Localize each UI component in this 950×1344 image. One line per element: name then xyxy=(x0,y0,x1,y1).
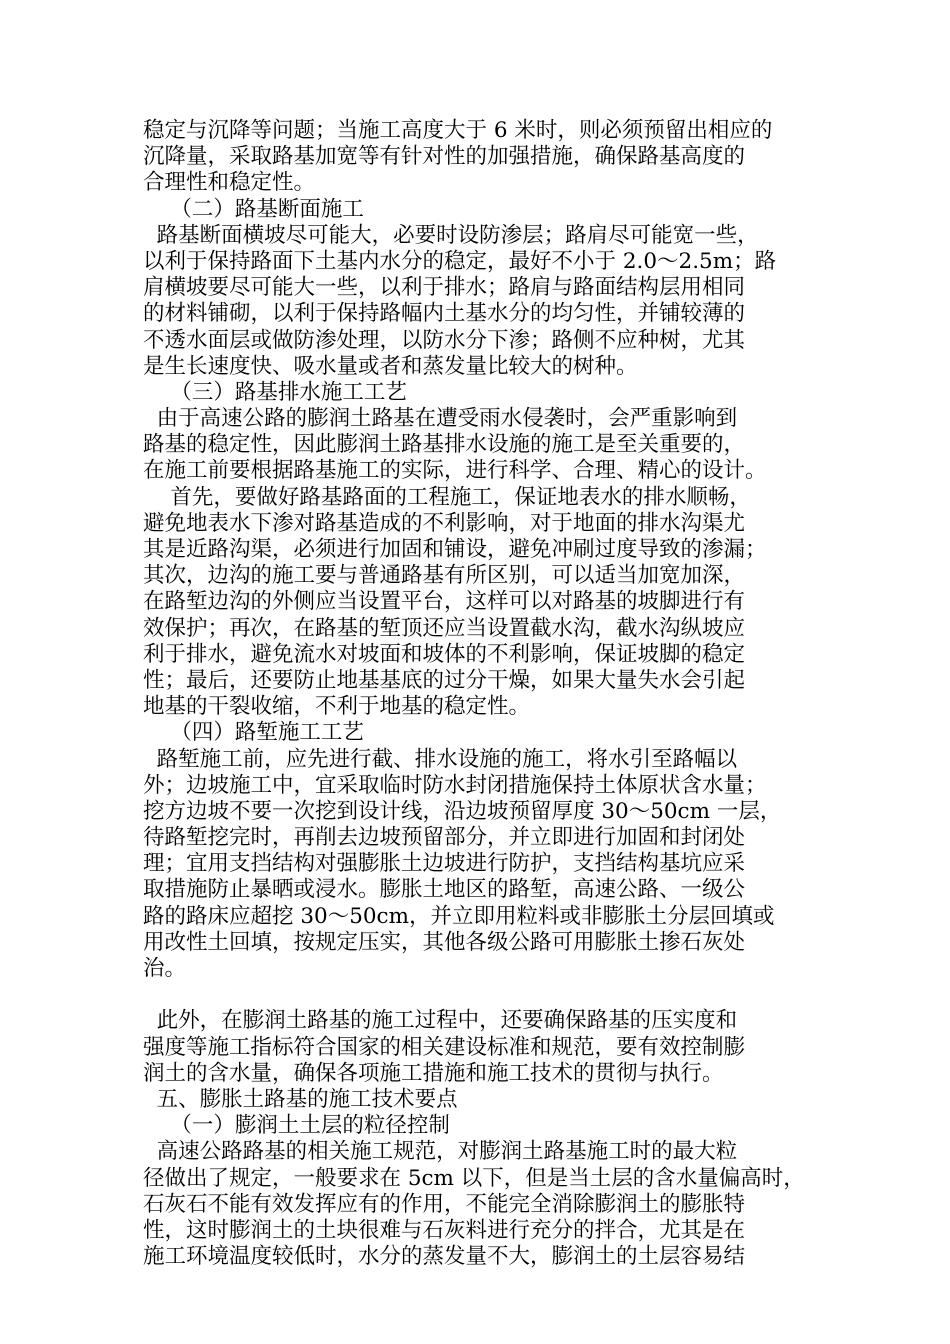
text-line: 避免地表水下渗对路基造成的不利影响，对于地面的排水沟渠尤 xyxy=(143,510,746,536)
text-line: 沉降量，采取路基加宽等有针对性的加强措施，确保路基高度的 xyxy=(143,144,746,170)
text-line: 取措施防止暴晒或浸水。膨胀土地区的路堑，高速公路、一级公 xyxy=(143,877,746,903)
text-line: 在施工前要根据路基施工的实际，进行科学、合理、精心的设计。 xyxy=(143,458,767,484)
text-line: 在路堑边沟的外侧应当设置平台，这样可以对路基的坡脚进行有 xyxy=(143,589,746,615)
text-line: 路的路床应超挖 30～50cm，并立即用粒料或非膨胀土分层回填或 xyxy=(143,903,775,929)
text-line: 效保护；再次，在路基的堑顶还应当设置截水沟，截水沟纵坡应 xyxy=(143,615,746,641)
text-line: 是生长速度快、吸水量或者和蒸发量比较大的树种。 xyxy=(143,353,638,379)
text-line: 强度等施工指标符合国家的相关建设标准和规范，要有效控制膨 xyxy=(143,1034,746,1060)
document-body xyxy=(143,118,807,1270)
text-line: 五、膨胀土路基的施工技术要点 xyxy=(143,1086,458,1112)
text-line: （二）路基断面施工 xyxy=(143,196,364,222)
text-line: 路基断面横坡尽可能大，必要时设防渗层；路肩尽可能宽一些， xyxy=(143,222,759,248)
text-line: 地基的干裂收缩，不利于地基的稳定性。 xyxy=(143,694,531,720)
text-line: （三）路基排水施工工艺 xyxy=(143,379,407,405)
text-line: 由于高速公路的膨润土路基在遭受雨水侵袭时，会严重影响到 xyxy=(143,406,738,432)
text-line: （四）路堑施工工艺 xyxy=(143,720,364,746)
text-line: 肩横坡要尽可能大一些，以利于排水；路肩与路面结构层用相同 xyxy=(143,275,746,301)
text-line: 利于排水，避免流水对坡面和坡体的不利影响，保证坡脚的稳定 xyxy=(143,641,746,667)
text-line: 治。 xyxy=(143,956,187,981)
text-line: 其次，边沟的施工要与普通路基有所区别，可以适当加宽加深， xyxy=(143,563,746,589)
text-line: 径做出了规定，一般要求在 5cm 以下，但是当土层的含水量偏高时， xyxy=(143,1165,805,1191)
text-line: 性；最后，还要防止地基基底的过分干燥，如果大量失水会引起 xyxy=(143,667,746,693)
text-line: 外；边坡施工中，宜采取临时防水封闭措施保持土体原状含水量； xyxy=(143,772,767,798)
text-line: 路堑施工前，应先进行截、排水设施的施工，将水引至路幅以 xyxy=(143,746,738,772)
text-line: 以利于保持路面下土基内水分的稳定，最好不小于 2.0～2.5m；路 xyxy=(143,248,777,274)
text-line: 合理性和稳定性。 xyxy=(143,170,316,196)
text-line: 润土的含水量，确保各项施工措施和施工技术的贯彻与执行。 xyxy=(143,1060,724,1086)
text-line: 施工环境温度较低时，水分的蒸发量不大，膨润土的土层容易结 xyxy=(143,1244,746,1270)
text-line: 待路堑挖完时，再削去边坡预留部分，并立即进行加固和封闭处 xyxy=(143,825,746,851)
text-line: 的材料铺砌，以利于保持路幅内土基水分的均匀性，并铺较薄的 xyxy=(143,301,746,327)
text-line: 路基的稳定性，因此膨润土路基排水设施的施工是至关重要的， xyxy=(143,432,746,458)
text-line: 首先，要做好路基路面的工程施工，保证地表水的排水顺畅， xyxy=(143,484,751,510)
text-line: （一）膨润土土层的粒径控制 xyxy=(143,1113,450,1139)
text-line: 挖方边坡不要一次挖到设计线，沿边坡预留厚度 30～50cm 一层， xyxy=(143,798,782,824)
text-line: 理；宜用支挡结构对强膨胀土边坡进行防护，支挡结构基坑应采 xyxy=(143,851,746,877)
text-line xyxy=(143,982,807,1008)
text-line: 性，这时膨润土的土块很难与石灰料进行充分的拌合，尤其是在 xyxy=(143,1217,746,1243)
text-line: 用改性土回填，按规定压实，其他各级公路可用膨胀土掺石灰处 xyxy=(143,929,746,955)
text-line: 此外，在膨润土路基的施工过程中，还要确保路基的压实度和 xyxy=(143,1008,738,1034)
text-line: 其是近路沟渠，必须进行加固和铺设，避免冲刷过度导致的渗漏； xyxy=(143,537,767,562)
text-line: 石灰石不能有效发挥应有的作用，不能完全消除膨润土的膨胀特 xyxy=(143,1191,746,1217)
text-line: 不透水面层或做防渗处理，以防水分下渗；路侧不应种树，尤其 xyxy=(143,327,746,353)
text-line: 高速公路路基的相关施工规范，对膨润土路基施工时的最大粒 xyxy=(143,1139,738,1165)
text-line: 稳定与沉降等问题；当施工高度大于 6 米时，则必须预留出相应的 xyxy=(143,118,773,143)
